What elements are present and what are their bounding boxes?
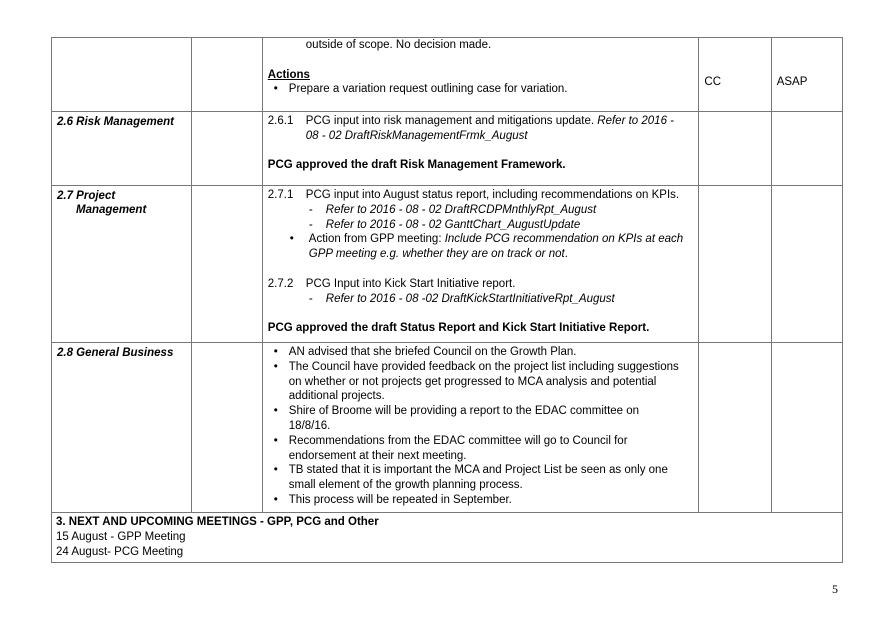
bullet-icon: •	[273, 83, 278, 96]
meeting-item: 15 August - GPP Meeting	[56, 530, 186, 543]
list-item: • Action from GPP meeting: Include PCG recommendation on KPIs at each GPP meeting e.g. whether they are on track or not.	[289, 233, 684, 261]
item-2-6-1: 2.6.1 PCG input into risk management and mitigations update. Refer to 2016 -	[267, 115, 674, 127]
general-business-list	[263, 343, 699, 512]
table-row	[52, 186, 843, 343]
continued-text: outside of scope. No decision made.	[305, 39, 492, 51]
page-number: 5	[832, 582, 838, 596]
responsible-person: CC	[704, 76, 722, 88]
bullet-icon: •	[273, 360, 278, 373]
document-reference: - Refer to 2016 - 08 - 02 DraftRCDPMnthlyRpt_August	[268, 203, 695, 218]
topic-general-business: 2.8 General Business	[57, 347, 174, 359]
bullet-icon: •	[273, 346, 278, 358]
list-item-line: endorsement at their next meeting.	[288, 449, 467, 462]
approval-note: PCG approved the draft Risk Management Framework.	[267, 159, 566, 172]
list-item-line: Shire of Broome will be providing a report to the EDAC committee on	[288, 405, 640, 418]
actions-heading: Actions	[267, 68, 310, 81]
list-item	[268, 404, 695, 434]
list-item-line: on whether or not projects get progressed to MCA analysis and potential	[288, 375, 657, 388]
list-item: • Prepare a variation request outlining case for variation.	[273, 83, 568, 96]
list-item	[268, 434, 695, 464]
list-item-line: small element of the growth planning process.	[288, 479, 523, 492]
topic-risk-management: 2.6 Risk Management	[57, 116, 174, 128]
document-reference: - Refer to 2016 - 08 -02 DraftKickStartInitiativeRpt_August	[268, 292, 695, 307]
list-item-line: TB stated that it is important the MCA and Project List be seen as only one	[288, 464, 668, 477]
item-2-7-1: 2.7.1 PCG input into August status report, including recommendations on KPIs.	[267, 189, 680, 201]
topic-project-management: 2.7 Project Management	[57, 190, 147, 216]
bullet-icon: •	[273, 493, 278, 506]
list-item-line: This process will be repeated in September.	[288, 493, 512, 506]
list-item	[268, 493, 695, 508]
section-heading: 3. NEXT AND UPCOMING MEETINGS - GPP, PCG and Other	[56, 515, 379, 528]
meeting-item: 24 August- PCG Meeting	[56, 545, 184, 558]
due-date: ASAP	[776, 76, 808, 88]
approval-note: PCG approved the draft Status Report and Kick Start Initiative Report.	[267, 322, 650, 335]
list-item	[268, 463, 695, 493]
bullet-icon: •	[273, 434, 278, 447]
table-row	[52, 38, 843, 112]
table-row	[52, 112, 843, 186]
list-item	[268, 360, 695, 404]
document-reference: 08 - 02 DraftRiskManagementFrmk_August	[305, 129, 528, 142]
list-item-line: Recommendations from the EDAC committee will go to Council for	[288, 434, 628, 447]
list-item-line: 18/8/16.	[288, 419, 331, 432]
bullet-icon: •	[289, 233, 294, 246]
bullet-icon: •	[273, 405, 278, 418]
bullet-icon: •	[273, 464, 278, 477]
document-reference: - Refer to 2016 - 08 - 02 GanttChart_AugustUpdate	[268, 218, 695, 233]
list-item-line: AN advised that she briefed Council on the Growth Plan.	[288, 346, 577, 358]
table-row	[52, 343, 843, 513]
table-row	[52, 512, 843, 562]
item-2-7-2: 2.7.2 PCG Input into Kick Start Initiative report.	[267, 277, 516, 290]
list-item-line: The Council have provided feedback on the project list including suggestions	[288, 360, 679, 373]
minutes-table	[51, 37, 843, 563]
list-item-line: additional projects.	[288, 390, 385, 403]
list-item	[268, 345, 695, 360]
